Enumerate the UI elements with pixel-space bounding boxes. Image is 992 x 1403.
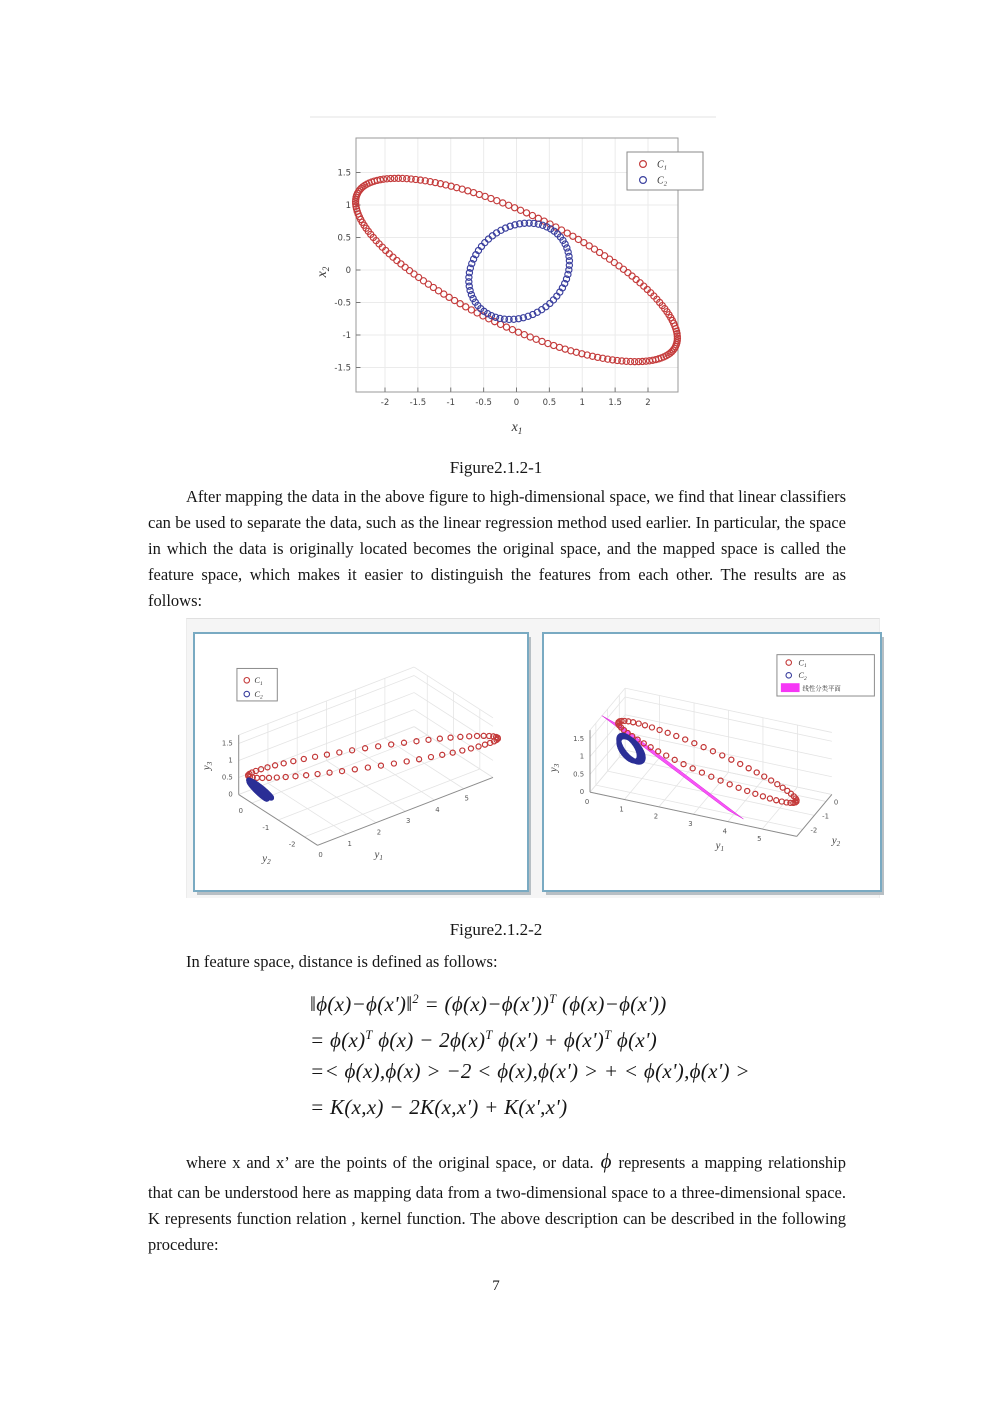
svg-text:1: 1 <box>347 839 352 848</box>
paragraph-2-text: where x and x’ are the points of the original space, or data. <box>186 1153 594 1172</box>
svg-text:2: 2 <box>653 812 659 821</box>
paragraph-1: After mapping the data in the above figure to high-dimensional space, we find that linear classifiers can be used to separate the data, such as the linear regression method used earlier. In particular, the space in which the data is originally located becomes the original space, and the mapped space is called the feature space, which makes it easier to distinguish the features from each other. The results are as follows: <box>148 487 846 610</box>
svg-text:-2: -2 <box>810 826 818 835</box>
equation-line: = $\phi(x)^T$ $\phi(x) - 2\phi(x)^T$ $\phi(x') + \phi(x')^T$ ϕ(x') <box>310 1028 658 1052</box>
svg-text:-0.5: -0.5 <box>475 398 492 408</box>
svg-text:C1: $C_1$ <box>798 658 807 670</box>
svg-text:0: 0 <box>228 790 233 799</box>
svg-text:0: 0 <box>345 266 351 276</box>
svg-text:5: 5 <box>464 794 469 803</box>
svg-text:0.5: 0.5 <box>221 773 233 782</box>
svg-text:C1: $C_1$ <box>657 159 667 172</box>
figure2-left-plot-frame <box>193 632 529 892</box>
svg-text:1: 1 <box>619 805 624 814</box>
paragraph-2 <box>148 1142 846 1258</box>
svg-text:-2: -2 <box>380 398 390 408</box>
svg-text:线性分类平面: 线性分类平面 <box>802 684 841 693</box>
svg-text:1: 1 <box>228 756 233 765</box>
svg-text:0.5: 0.5 <box>573 770 585 779</box>
svg-text:-1: -1 <box>822 812 830 821</box>
svg-text:4: 4 <box>435 805 440 814</box>
svg-text:0.5: 0.5 <box>542 398 557 408</box>
svg-text:0: 0 <box>513 398 520 408</box>
svg-text:x1: $x_1$ <box>511 420 523 437</box>
svg-text:y3: $y_3$ <box>200 761 214 771</box>
svg-text:-0.5: -0.5 <box>334 298 351 309</box>
figure-2d-scatter <box>298 112 718 442</box>
svg-text:0.5: 0.5 <box>337 233 351 244</box>
lead-in-text: In feature space, distance is defined as follows: <box>186 952 498 971</box>
svg-text:y2: $y_2$ <box>262 852 271 866</box>
svg-text:-1.5: -1.5 <box>409 398 427 408</box>
svg-text:y1: $y_1$ <box>374 848 383 862</box>
svg-text:-1.5: -1.5 <box>334 363 351 374</box>
equation-line: ‖ϕ(x)−ϕ(x')‖$^2$ = $(\phi(x)-\phi(x'))^T$ (ϕ(x)−ϕ(x')) <box>310 992 667 1016</box>
equation-line: = K(x,x) − 2K(x,x') + K(x',x') <box>310 1095 568 1119</box>
svg-text:C2: $C_2$ <box>798 671 807 682</box>
paragraph-2-text: represents a mapping relationship that can be understood here as mapping data from a two-dimensional space to a three-dimensional space. K represents function relation , kernel function. The above description can be described in the following procedure: <box>148 1153 846 1254</box>
svg-text:0: 0 <box>579 788 585 797</box>
svg-text:x2: $x_2$ <box>315 266 332 278</box>
figure1-caption: Figure2.1.2-1 <box>449 458 543 477</box>
svg-text:1: 1 <box>579 752 585 761</box>
svg-text:-1: -1 <box>262 823 270 832</box>
svg-text:y1: $y_1$ <box>715 839 725 853</box>
svg-text:2: 2 <box>376 828 382 837</box>
svg-text:0: 0 <box>318 851 323 860</box>
svg-text:4: 4 <box>722 827 728 836</box>
svg-text:0: 0 <box>584 797 590 806</box>
svg-text:C1: $C_1$ <box>254 676 263 687</box>
svg-text:3: 3 <box>688 820 693 829</box>
figure2-right-plot-frame <box>542 632 882 892</box>
svg-text:-1: -1 <box>342 331 351 341</box>
svg-text:1.5: 1.5 <box>221 739 233 748</box>
svg-text:-2: -2 <box>288 840 296 849</box>
page-number: 7 <box>492 1278 500 1294</box>
svg-text:-1: -1 <box>446 398 455 408</box>
svg-text:C2: $C_2$ <box>254 689 263 701</box>
svg-text:y2: $y_2$ <box>831 834 841 849</box>
figure2-caption: Figure2.1.2-2 <box>449 920 543 939</box>
svg-text:y3: $y_3$ <box>547 763 561 773</box>
svg-text:1.5: 1.5 <box>337 168 351 179</box>
figure2-panel <box>186 618 880 898</box>
svg-text:1.5: 1.5 <box>573 734 585 743</box>
svg-text:1.5: 1.5 <box>608 398 622 408</box>
svg-text:0: 0 <box>833 798 839 807</box>
svg-text:0: 0 <box>238 806 243 815</box>
equation-line: =< ϕ(x),ϕ(x) > −2 < ϕ(x),ϕ(x') > + < ϕ(x'),ϕ(x') > <box>310 1059 750 1083</box>
svg-text:1: 1 <box>345 201 351 211</box>
figure-3d-scatter-left <box>195 634 523 886</box>
svg-text:5: 5 <box>757 834 762 843</box>
svg-text:1: 1 <box>579 398 585 408</box>
svg-text:2: 2 <box>645 398 651 408</box>
equation-block <box>310 982 750 1126</box>
svg-text:C2: $C_2$ <box>657 175 667 188</box>
phi-symbol: ϕ <box>600 1149 612 1173</box>
figure-3d-scatter-right <box>544 634 876 886</box>
svg-text:3: 3 <box>406 817 411 826</box>
